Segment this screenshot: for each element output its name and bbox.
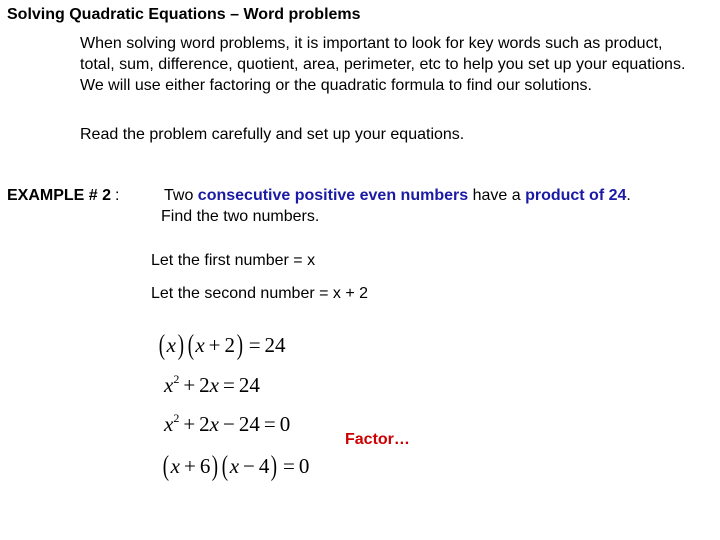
eq3-var1: x — [164, 412, 174, 436]
let-second-number: Let the second number = x + 2 — [151, 285, 369, 302]
equation-4: (x + 6) (x − 4) = 0 — [162, 450, 310, 482]
equation-2 — [164, 373, 260, 398]
eq3-constant: 24 — [238, 412, 260, 436]
eq4-var1: x — [170, 454, 180, 478]
eq1-rhs: 24 — [264, 333, 286, 357]
instruction-text: Read the problem carefully and set up your equations. — [80, 126, 465, 143]
example-block — [7, 185, 631, 225]
eq1-two: 2 — [224, 333, 236, 357]
eq2-equals: = — [223, 373, 235, 397]
intro-paragraph: When solving word problems, it is important to look for key words such as product, total, sum, difference, quotient, area, perimeter, etc to help you set up your equations. We will use either factoring or the quadratic formula to find our solutions. — [80, 35, 686, 94]
let-first-number: Let the first number = x — [151, 252, 316, 269]
eq2-exponent: 2 — [173, 372, 180, 386]
eq2-rhs: 24 — [238, 373, 260, 397]
example-label: EXAMPLE # 2 — [7, 187, 112, 204]
factor-note: Factor… — [345, 431, 410, 448]
eq3-plus: + — [183, 412, 196, 436]
eq2-plus: + — [183, 373, 196, 397]
eq1-equals: = — [248, 333, 261, 357]
example-problem-line2: Find the two numbers. — [161, 208, 320, 225]
example-text-middle: have a — [468, 187, 526, 204]
eq3-minus: − — [223, 412, 235, 436]
eq1-var2: x — [195, 333, 205, 357]
eq4-plus: + — [184, 454, 196, 478]
eq4-four: 4 — [258, 454, 270, 478]
example-text-after: . — [626, 187, 631, 204]
eq3-equals: = — [263, 412, 276, 436]
eq4-rhs: 0 — [298, 454, 310, 478]
example-highlight-product: product of 24 — [525, 187, 627, 204]
example-text-before: Two — [164, 187, 198, 204]
equation-1: (x) (x + 2) = 24 — [158, 329, 286, 361]
equation-3 — [164, 412, 290, 437]
eq3-exponent: 2 — [173, 411, 180, 425]
eq4-six: 6 — [199, 454, 211, 478]
example-highlight-consecutive: consecutive positive even numbers — [197, 187, 469, 204]
example-colon: : — [115, 187, 120, 204]
eq1-var1: x — [166, 333, 176, 357]
eq3-coef: 2 — [199, 412, 210, 436]
eq2-coef: 2 — [199, 373, 210, 397]
eq4-var2: x — [229, 454, 240, 478]
eq4-equals: = — [283, 454, 295, 478]
example-problem-line1 — [164, 185, 631, 206]
eq4-minus: − — [243, 454, 255, 478]
eq2-var1: x — [164, 373, 174, 397]
eq3-rhs: 0 — [279, 412, 291, 436]
eq3-var2: x — [209, 412, 219, 436]
eq1-plus: + — [208, 333, 221, 357]
eq2-var2: x — [209, 373, 219, 397]
slide-title: Solving Quadratic Equations – Word problems — [7, 6, 361, 23]
